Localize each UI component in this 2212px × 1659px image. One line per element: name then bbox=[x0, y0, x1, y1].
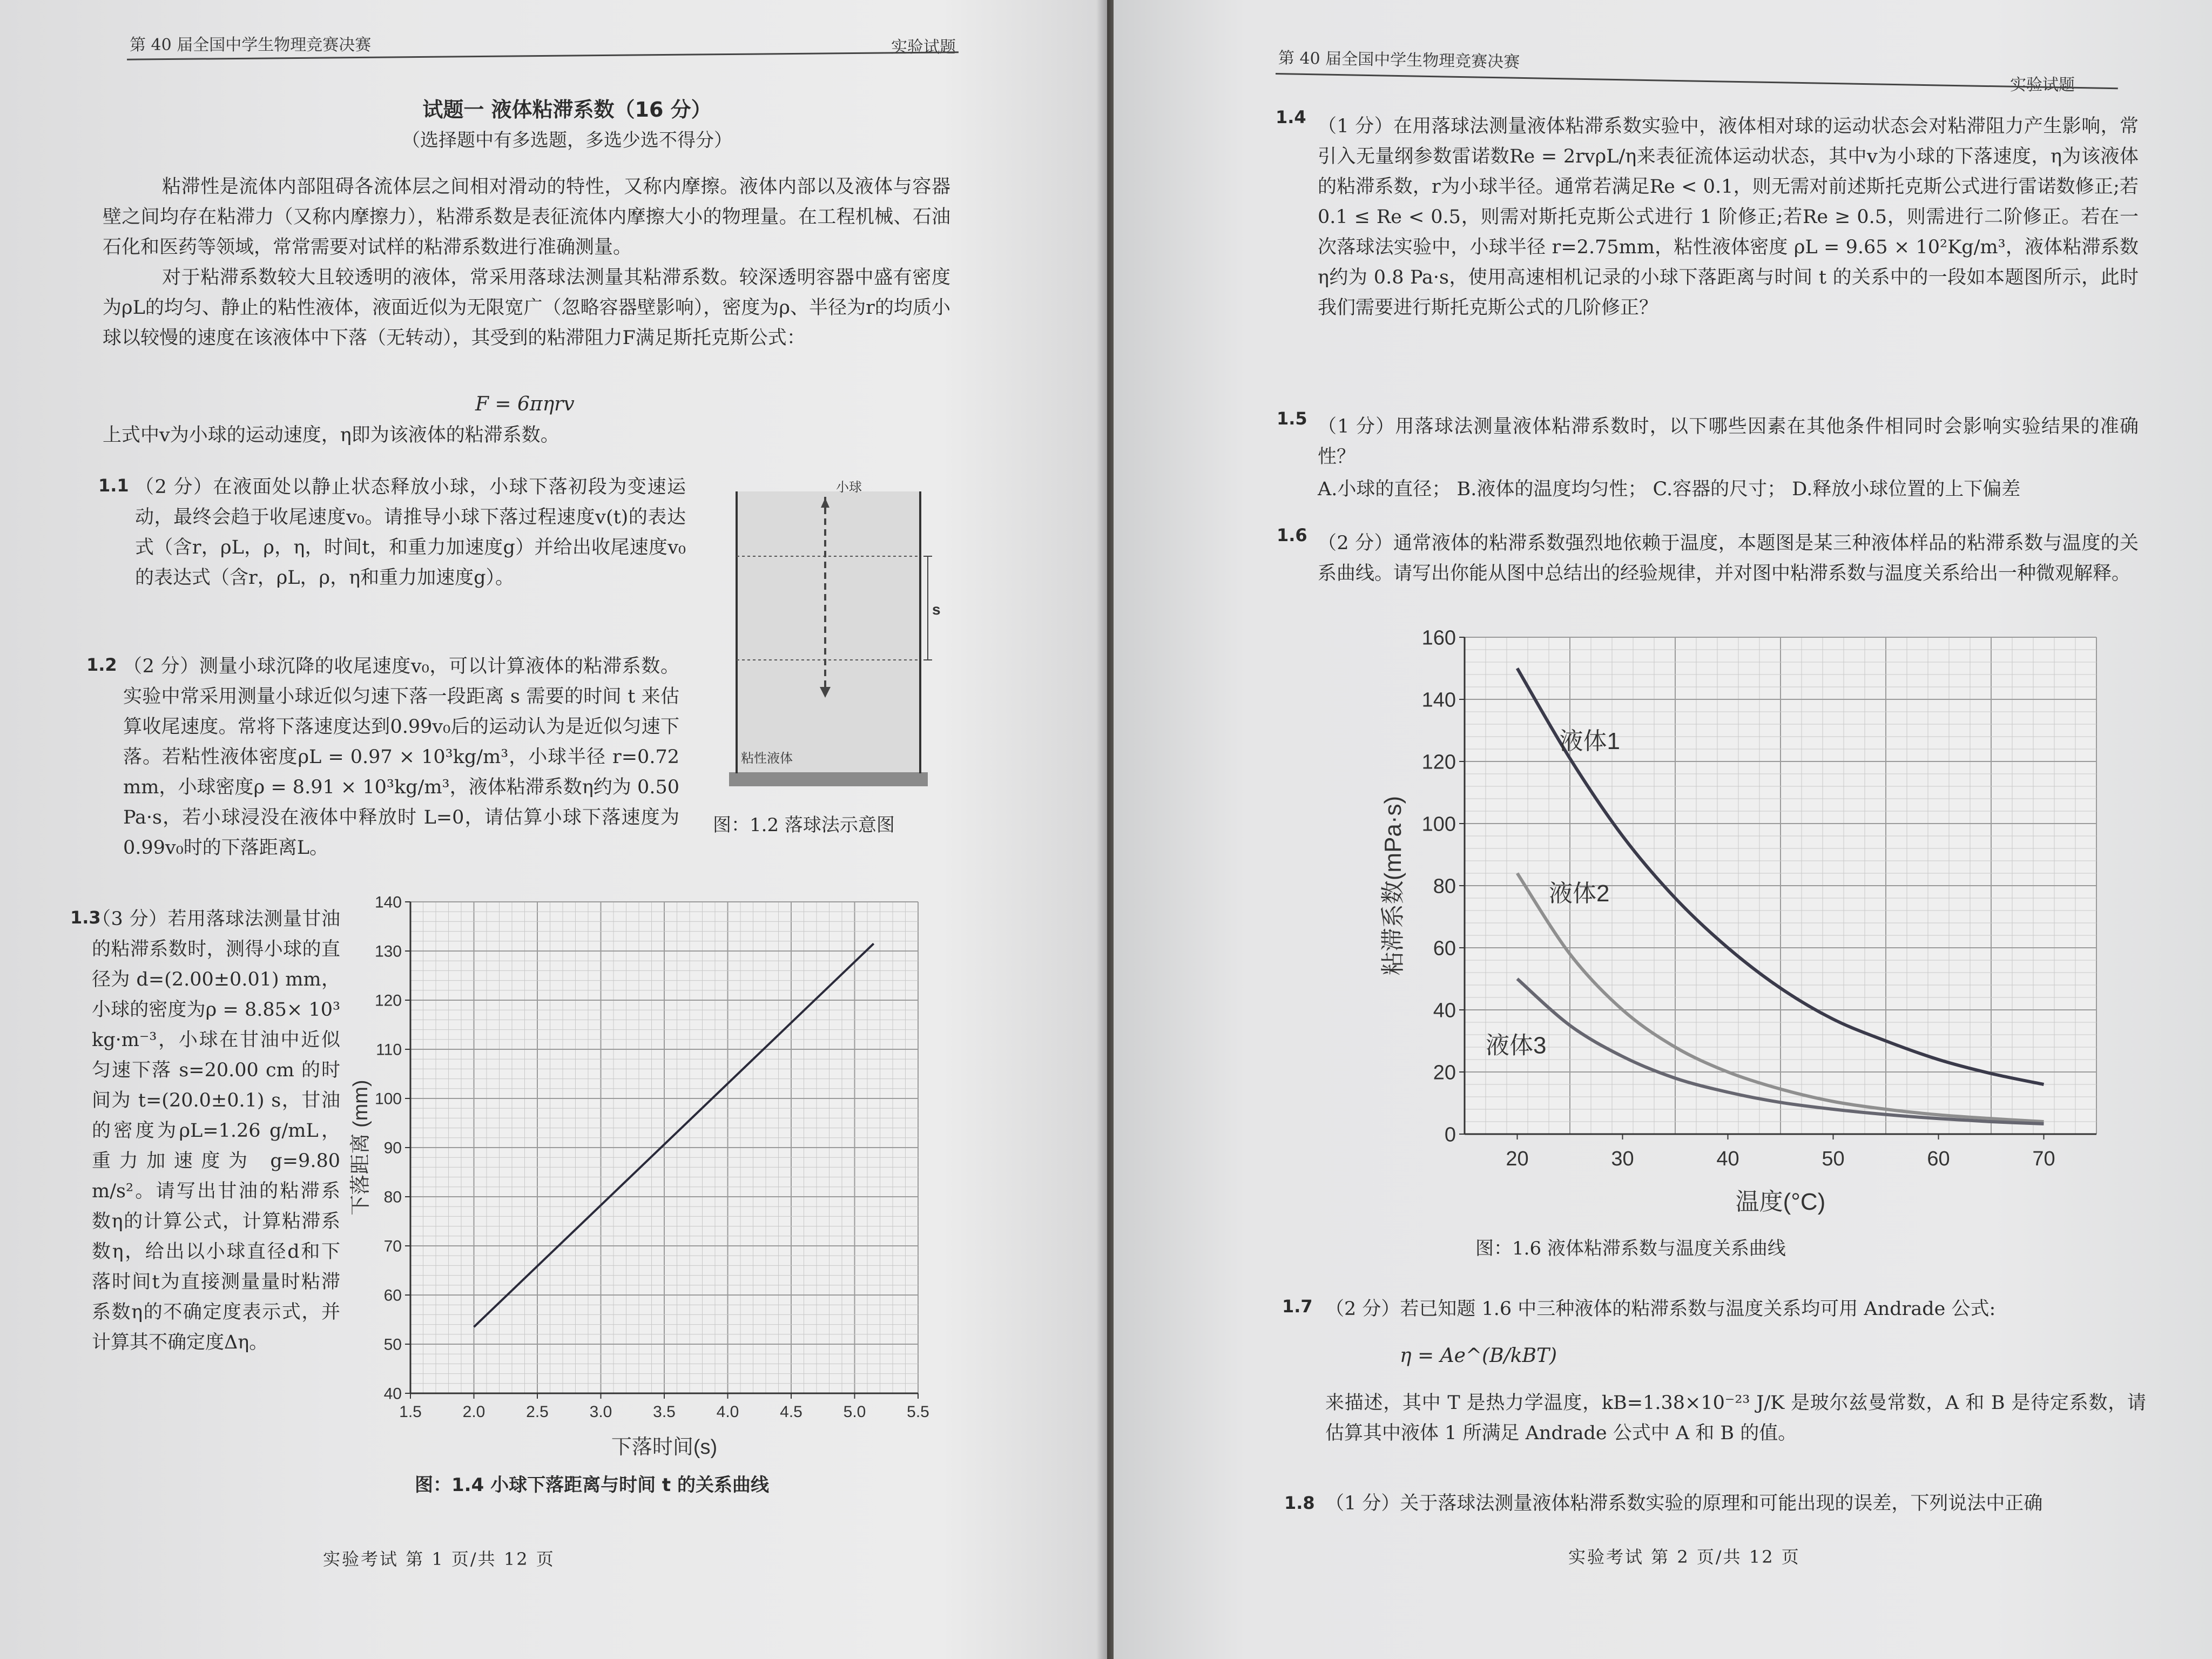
x-tick-label: 3.5 bbox=[653, 1403, 676, 1421]
figure-1-6-caption: 图：1.6 液体粘滞系数与温度关系曲线 bbox=[1475, 1238, 1786, 1259]
question-1-6-text: （2 分）通常液体的粘滞系数强烈地依赖于温度，本题图是某三种液体样品的粘滞系数与温度的关系曲线。请写出你能从图中总结出的经验规律，并对图中粘滞系数与温度关系给出一种微观解释。 bbox=[1318, 532, 2139, 584]
x-tick-label: 1.5 bbox=[399, 1403, 422, 1421]
s-label: s bbox=[932, 601, 941, 618]
y-tick-label: 160 bbox=[1421, 626, 1456, 650]
intro-paragraph-2: 对于粘滞系数较大且较透明的液体，常采用落球法测量其粘滞系数。较深透明容器中盛有密度为ρL的均匀、静止的粘性液体，液面近似为无限宽广（忽略容器壁影响），密度为ρ、半径为r的均质小球以较慢的速度在该液体中下落（无转动），其受到的粘滞阻力F满足斯托克斯公式： bbox=[103, 267, 950, 349]
y-tick-label: 60 bbox=[1433, 937, 1456, 960]
header-right: 实验试题 bbox=[2010, 76, 2075, 95]
y-tick-label: 50 bbox=[383, 1336, 402, 1354]
x-tick-label: 5.5 bbox=[907, 1403, 929, 1421]
container-base bbox=[729, 772, 928, 786]
question-1-7-description: 来描述，其中 T 是热力学温度，kB=1.38×10⁻²³ J/K 是玻尔兹曼常数，A 和 B 是待定系数，请估算其中液体 1 所满足 Andrade 公式中 A 和 B 的值。 bbox=[1325, 1392, 2146, 1444]
y-axis-label: 下落距离 (mm) bbox=[349, 1080, 372, 1216]
y-tick-label: 80 bbox=[1433, 875, 1456, 898]
y-tick-label: 40 bbox=[383, 1385, 402, 1403]
y-axis-label: 粘滞系数(mPa·s) bbox=[1380, 795, 1406, 976]
y-tick-label: 70 bbox=[383, 1237, 402, 1256]
stokes-formula: F = 6πηrv bbox=[475, 393, 575, 415]
question-number: 1.1 bbox=[98, 475, 129, 496]
x-tick-label: 20 bbox=[1506, 1148, 1529, 1170]
question-number: 1.4 bbox=[1276, 107, 1306, 127]
container-liquid bbox=[737, 491, 920, 772]
figure-1-2-diagram bbox=[713, 464, 950, 799]
y-tick-label: 100 bbox=[374, 1090, 402, 1108]
y-tick-label: 20 bbox=[1433, 1061, 1456, 1084]
y-tick-label: 140 bbox=[1421, 689, 1456, 712]
page-footer: 实验考试 第 1 页/共 12 页 bbox=[323, 1549, 555, 1569]
y-tick-label: 130 bbox=[374, 942, 402, 961]
y-tick-label: 0 bbox=[1444, 1123, 1456, 1147]
figure-1-2-caption: 图：1.2 落球法示意图 bbox=[713, 814, 895, 836]
x-tick-label: 4.0 bbox=[716, 1403, 739, 1421]
ball-label: 小球 bbox=[836, 480, 862, 495]
y-tick-label: 100 bbox=[1421, 813, 1456, 836]
x-axis-label: 下落时间(s) bbox=[611, 1436, 718, 1459]
problem-subtitle: （选择题中有多选题，多选少选不得分） bbox=[402, 130, 732, 151]
x-tick-label: 40 bbox=[1716, 1148, 1739, 1170]
question-1-3-text: （3 分）若用落球法测量甘油的粘滞系数时，测得小球的直径为 d=(2.00±0.01) mm，小球的密度为ρ = 8.85× 10³ kg·m⁻³，小球在甘油中近似匀速下落 s=20.00 cm 的时间为 t=(20.0±0.1) s，甘油的密度为ρL=1.26 g/mL，重力加速度为 g=9.80 m/s²。请写出甘油的粘滞系数η的计算公式，计算粘滞系数η，给出以小球直径d和下落时间t为直接测量量时粘滞系数η的不确定度表示式，并计算其不确定度Δη。 bbox=[92, 908, 340, 1353]
question-number: 1.7 bbox=[1282, 1296, 1313, 1317]
x-tick-label: 30 bbox=[1611, 1148, 1634, 1170]
header-right: 实验试题 bbox=[891, 38, 956, 57]
series-label: 液体3 bbox=[1486, 1032, 1547, 1059]
question-number: 1.8 bbox=[1284, 1493, 1315, 1513]
x-tick-label: 70 bbox=[2032, 1148, 2055, 1170]
question-number: 1.5 bbox=[1277, 408, 1307, 429]
question-1-5-options: A.小球的直径； B.液体的温度均匀性； C.容器的尺寸； D.释放小球位置的上下偏差 bbox=[1318, 478, 2021, 500]
question-number: 1.6 bbox=[1277, 525, 1307, 545]
x-tick-label: 5.0 bbox=[843, 1403, 866, 1421]
y-tick-label: 80 bbox=[383, 1188, 402, 1206]
question-1-1-text: （2 分）在液面处以静止状态释放小球，小球下落初段为变速运动，最终会趋于收尾速度v₀。请推导小球下落过程速度v(t)的表达式（含r，ρL，ρ，η，时间t，和重力加速度g）并给出收尾速度v₀的表达式（含r，ρL，ρ，η和重力加速度g）。 bbox=[135, 476, 686, 589]
header-left: 第 40 届全国中学生物理竞赛决赛 bbox=[130, 36, 372, 55]
figure-1-6-chart bbox=[1340, 621, 2118, 1220]
intro-paragraph-1: 粘滞性是流体内部阻碍各流体层之间相对滑动的特性，又称内摩擦。液体内部以及液体与容器壁之间均存在粘滞力（又称内摩擦力），粘滞系数是表征流体内摩擦大小的物理量。在工程机械、石油石化和医药等领域，常常需要对试样的粘滞系数进行准确测量。 bbox=[103, 176, 950, 258]
series-label: 液体1 bbox=[1559, 728, 1620, 754]
y-tick-label: 60 bbox=[383, 1286, 402, 1305]
x-tick-label: 2.5 bbox=[526, 1403, 549, 1421]
formula-explanation: 上式中v为小球的运动速度，η即为该液体的粘滞系数。 bbox=[103, 424, 559, 446]
y-tick-label: 120 bbox=[1421, 751, 1456, 774]
question-1-7-text: （2 分）若已知题 1.6 中三种液体的粘滞系数与温度关系均可用 Andrade 公式: bbox=[1325, 1298, 1996, 1320]
question-number: 1.3 bbox=[70, 907, 101, 928]
header-left: 第 40 届全国中学生物理竞赛决赛 bbox=[1278, 49, 1520, 72]
question-1-4-text: （1 分）在用落球法测量液体粘滞系数实验中，液体相对球的运动状态会对粘滞阻力产生影响，常引入无量纲参数雷诺数Re = 2rvρL/η来表征流体运动状态，其中v为小球的下落速度，η为该液体的粘滞系数，r为小球半径。通常若满足Re < 0.1，则无需对前述斯托克斯公式进行雷诺数修正;若0.1 ≤ Re < 0.5，则需对斯托克斯公式进行 1 阶修正;若Re ≥ 0.5，则需进行二阶修正。若在一次落球法实验中，小球半径 r=2.75mm，粘性液体密度 ρL = 9.65 × 10²Kg/m³，液体粘滞系数η约为 0.8 Pa·s，使用高速相机记录的小球下落距离与时间 t 的关系中的一段如本题图所示，此时我们需要进行斯托克斯公式的几阶修正？ bbox=[1318, 116, 2139, 319]
x-tick-label: 3.0 bbox=[589, 1403, 612, 1421]
question-number: 1.2 bbox=[86, 655, 117, 675]
figure-1-4-caption: 图：1.4 小球下落距离与时间 t 的关系曲线 bbox=[415, 1474, 769, 1496]
question-1-2-text: （2 分）测量小球沉降的收尾速度v₀，可以计算液体的粘滞系数。实验中常采用测量小球近似匀速下落一段距离 s 需要的时间 t 来估算收尾速度。常将下落速度达到0.99v₀后的运动认为是近似匀速下落。若粘性液体密度ρL = 0.97 × 10³kg/m³，小球半径 r=0.72 mm，小球密度ρ = 8.91 × 10³kg/m³，液体粘滞系数η约为 0.50 Pa·s，若小球浸没在液体中释放时 L=0，请估算小球下落速度为0.99v₀时的下落距离L。 bbox=[123, 656, 679, 859]
x-tick-label: 2.0 bbox=[462, 1403, 485, 1421]
question-1-5-text: （1 分）用落球法测量液体粘滞系数时，以下哪些因素在其他条件相同时会影响实验结果的准确性？ bbox=[1318, 416, 2139, 468]
x-tick-label: 60 bbox=[1927, 1148, 1950, 1170]
problem-title: 试题一 液体粘滞系数（16 分） bbox=[422, 98, 712, 122]
y-tick-label: 90 bbox=[383, 1139, 402, 1157]
liquid-label: 粘性液体 bbox=[741, 751, 793, 766]
andrade-formula: η = Ae^(B/kBT) bbox=[1400, 1345, 1557, 1367]
right-page bbox=[1114, 0, 2212, 1659]
header-rule bbox=[1276, 73, 2118, 89]
series-label: 液体2 bbox=[1549, 880, 1610, 907]
x-tick-label: 50 bbox=[1822, 1148, 1845, 1170]
figure-1-4-chart bbox=[346, 886, 945, 1474]
y-tick-label: 120 bbox=[374, 992, 402, 1010]
y-tick-label: 40 bbox=[1433, 999, 1456, 1022]
x-tick-label: 4.5 bbox=[780, 1403, 802, 1421]
y-tick-label: 110 bbox=[376, 1041, 402, 1059]
y-tick-label: 140 bbox=[374, 893, 402, 912]
question-1-8-text: （1 分）关于落球法测量液体粘滞系数实验的原理和可能出现的误差，下列说法中正确 bbox=[1325, 1493, 2043, 1514]
page-footer: 实验考试 第 2 页/共 12 页 bbox=[1568, 1547, 1800, 1567]
x-axis-label: 温度(°C) bbox=[1735, 1189, 1826, 1215]
